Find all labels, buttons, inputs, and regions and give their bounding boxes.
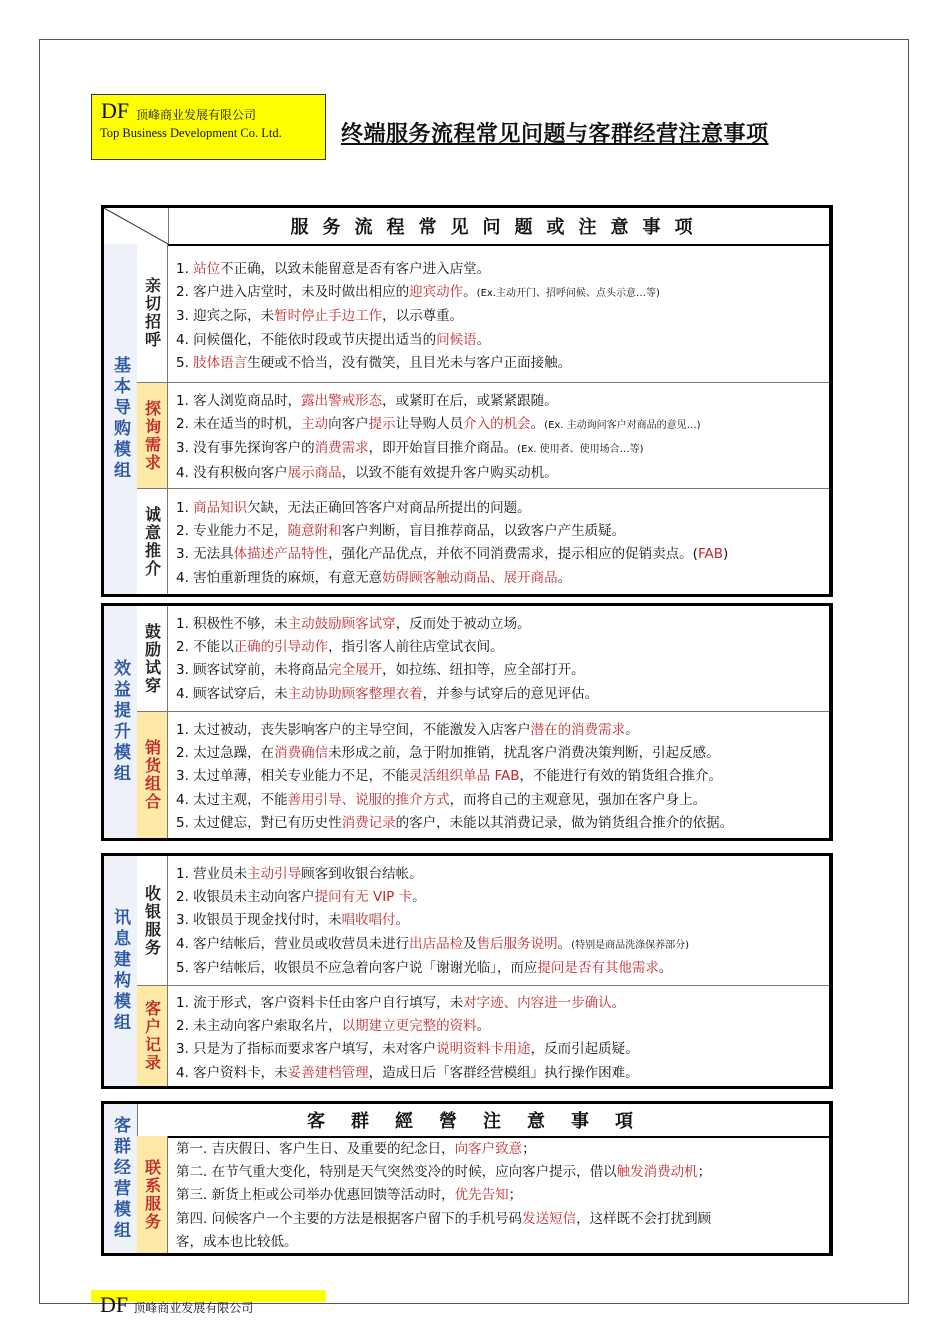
list-item: 2. 专业能力不足，随意附和客户判断，盲目推荐商品，以致客户产生质疑。 <box>176 523 626 540</box>
table-information <box>101 853 833 1089</box>
list-item: 3. 迎宾之际，未暂时停止手边工作，以示尊重。 <box>176 308 464 325</box>
tip-item: 第四. 问候客户一个主要的方法是根据客户留下的手机号码发送短信，这样既不会打扰到顾 <box>176 1210 712 1227</box>
subgroup-cell: 联系服务 <box>137 1136 168 1253</box>
list-item: 2. 客户进入店堂时，未及时做出相应的迎宾动作。(Ex.主动开门、招呼问候、点头示意…等) <box>176 284 660 301</box>
list-item: 2. 未主动向客户索取名片，以期建立更完整的资料。 <box>176 1018 491 1035</box>
list-item: 5. 肢体语言生硬或不恰当，没有微笑，且目光未与客户正面接触。 <box>176 354 572 371</box>
list-item: 1. 站位不正确，以致未能留意是否有客户进入店堂。 <box>176 261 491 277</box>
list-item: 3. 顾客试穿前，未将商品完全展开，如拉练、纽扣等，应全部打开。 <box>176 662 585 679</box>
list-item: 1. 客人浏览商品时，露出警戒形态，或紧盯在后，或紧紧跟随。 <box>176 393 558 409</box>
subgroup-cell: 亲切招呼 <box>137 244 168 382</box>
category-cell: 基本导购模组 <box>104 244 138 594</box>
tip-item: 第二. 在节气重大变化，特别是天气突然变冷的时候，应向客户提示，借以触发消费动机； <box>176 1164 712 1181</box>
table-customer-management <box>101 1101 833 1256</box>
subgroup-cell: 客户记录 <box>137 986 168 1086</box>
list-item: 1. 流于形式，客户资料卡任由客户自行填写，未对字迹、内容进一步确认。 <box>176 995 626 1011</box>
list-item: 1. 商品知识欠缺，无法正确回答客户对商品所提出的问题。 <box>176 500 531 516</box>
category-cell: 讯息建构模组 <box>104 856 138 1086</box>
tip-item: 第三. 新货上柜或公司举办优惠回馈等活动时，优先告知； <box>176 1187 523 1204</box>
header-diagonal-cell <box>104 208 169 244</box>
subgroup-cell: 鼓励试穿 <box>137 606 168 711</box>
logo-company-en: Top Business Development Co. Ltd. <box>100 126 282 140</box>
tip-item: 第一. 吉庆假日、客户生日、及重要的纪念日，向客户致意； <box>176 1141 536 1157</box>
table-header <box>137 1104 829 1138</box>
list-item: 5. 客户结帐后，收银员不应急着向客户说「谢谢光临」，而应提问是否有其他需求。 <box>176 959 673 976</box>
list-item: 3. 无法具体描述产品特性，强化产品优点，并依不同消费需求，提示相应的促销卖点。(FAB) <box>176 546 729 563</box>
list-item: 2. 不能以正确的引导动作，指引客人前往店堂试衣间。 <box>176 639 504 656</box>
list-item: 4. 顾客试穿后，未主动协助顾客整理衣着，并参与试穿后的意见评估。 <box>176 685 599 702</box>
logo-df: DF <box>101 98 130 123</box>
list-item: 4. 太过主观，不能善用引导、说服的推介方式，而将自己的主观意见，强加在客户身上。 <box>176 791 707 808</box>
list-item: 3. 收银员于现金找付时，未唱收唱付。 <box>176 912 410 929</box>
list-item: 2. 未在适当的时机，主动向客户提示让导购人员介入的机会。(Ex. 主动询问客户对商品的意见…) <box>176 416 701 433</box>
list-item: 4. 害怕重新理货的麻烦，有意无意妨碍顾客触动商品、展开商品。 <box>176 569 572 586</box>
list-item: 4. 没有积极向客户展示商品，以致不能有效提升客户购买动机。 <box>176 464 558 481</box>
document-title: 终端服务流程常见问题与客群经营注意事项 <box>341 122 769 147</box>
list-item: 5. 太过健忘，對已有历史性消费记录的客户，未能以其消费记录，做为销货组合推介的依据。 <box>176 814 734 831</box>
footer-logo <box>100 1292 253 1318</box>
category-cell: 效益提升模组 <box>104 606 138 838</box>
list-item: 1. 太过被动，丧失影响客户的主导空间，不能激发入店客户潜在的消费需求。 <box>176 722 639 738</box>
table-header <box>104 208 829 246</box>
subgroup-cell: 收银服务 <box>137 856 168 985</box>
list-item: 4. 客户结帐后，营业员或收营员未进行出店品检及售后服务说明。(特别是商品洗涤保养部分) <box>176 935 689 952</box>
subgroup-cell: 诚意推介 <box>137 489 168 594</box>
tip-item: 客，成本也比较低。 <box>176 1233 298 1250</box>
footer-logo-df: DF <box>100 1292 129 1317</box>
list-item: 3. 只是为了指标而要求客户填写，未对客户说明资料卡用途，反而引起质疑。 <box>176 1041 639 1058</box>
list-item: 2. 太过急躁，在消费确信未形成之前，急于附加推销，扰乱客户消费决策判断，引起反感。 <box>176 745 720 762</box>
category-cell: 客群经营模组 <box>104 1104 138 1253</box>
list-item: 4. 问候僵化，不能依时段或节庆提出适当的问候语。 <box>176 331 491 348</box>
company-logo <box>91 94 326 160</box>
table-header-title: 客群經營注意事項 <box>307 1111 659 1132</box>
list-item: 3. 太过单薄，相关专业能力不足，不能灵活组织单品 FAB，不能进行有效的销货组合推介。 <box>176 768 722 785</box>
table-basic-guide <box>101 205 833 597</box>
logo-company-cn: 顶峰商业发展有限公司 <box>136 108 257 122</box>
subgroup-cell: 探询需求 <box>137 383 168 488</box>
footer-logo-cn: 顶峰商业发展有限公司 <box>133 1301 254 1315</box>
list-item: 2. 收银员未主动向客户提问有无 VIP 卡。 <box>176 889 426 906</box>
table-efficiency <box>101 603 833 841</box>
list-item: 1. 营业员未主动引导顾客到收银台结帐。 <box>176 866 423 882</box>
list-item: 4. 客户资料卡，未妥善建档管理，造成日后「客群经营模组」执行操作困难。 <box>176 1064 639 1081</box>
table-header-title: 服务流程常见问题或注意事项 <box>290 217 707 238</box>
list-item: 3. 没有事先探询客户的消费需求，即开始盲目推介商品。(Ex. 使用者、使用场合…等) <box>176 440 644 457</box>
subgroup-cell: 销货组合 <box>137 712 168 838</box>
list-item: 1. 积极性不够，未主动鼓励顾客试穿，反而处于被动立场。 <box>176 616 531 632</box>
